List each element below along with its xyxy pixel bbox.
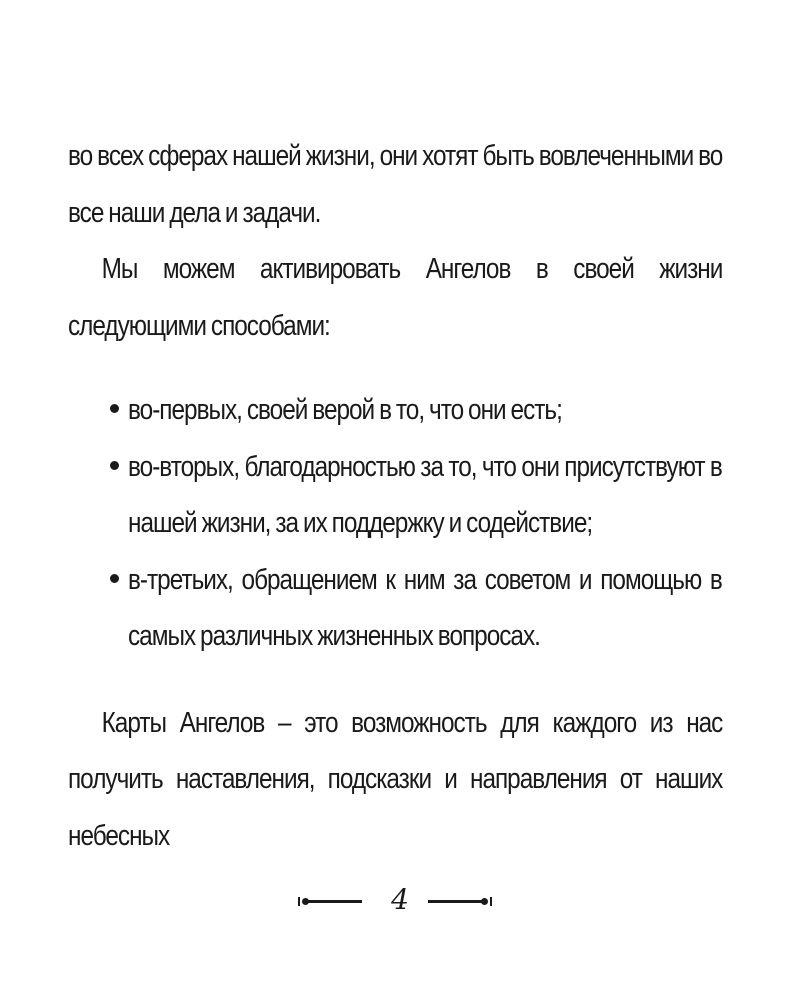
ornament-right-tick-icon: [490, 897, 492, 906]
page-footer: [0, 880, 800, 920]
page-number: 4: [391, 883, 409, 916]
ornament-left-line-icon: [306, 900, 362, 903]
ornament-left-tick-icon: [298, 897, 300, 906]
ways-list: [68, 382, 722, 665]
spacer: [68, 665, 722, 695]
list-item-text: в-третьих, обращением к ним за советом и помощью в самых различных жизненных вопросах.: [128, 563, 722, 652]
bullet-icon: [110, 461, 119, 470]
bullet-icon: [110, 404, 119, 413]
paragraph-angel-cards: Карты Ангелов – это возможность для каждого из нас получить наставления, подсказки и направления от наших небесных: [68, 706, 723, 852]
bullet-icon: [110, 574, 119, 583]
paragraph-activation-intro: Мы можем активировать Ангелов в своей жизни следующими способами:: [68, 253, 723, 342]
list-item-text: во-первых, своей верой в то, что они есть;: [128, 394, 562, 426]
paragraph-continuation: во всех сферах нашей жизни, они хотят быть вовлеченными во все наши дела и задачи.: [68, 140, 723, 229]
list-item: [68, 439, 722, 552]
list-item: [68, 552, 722, 665]
page-text: [68, 128, 722, 864]
ornament-right-dot-icon: [481, 898, 488, 905]
list-item: [68, 382, 722, 439]
ornament-right-line-icon: [428, 900, 484, 903]
list-item-text: во-вторых, благодарностью за то, что они присутствуют в нашей жизни, за их поддержку и содействие;: [128, 450, 722, 539]
